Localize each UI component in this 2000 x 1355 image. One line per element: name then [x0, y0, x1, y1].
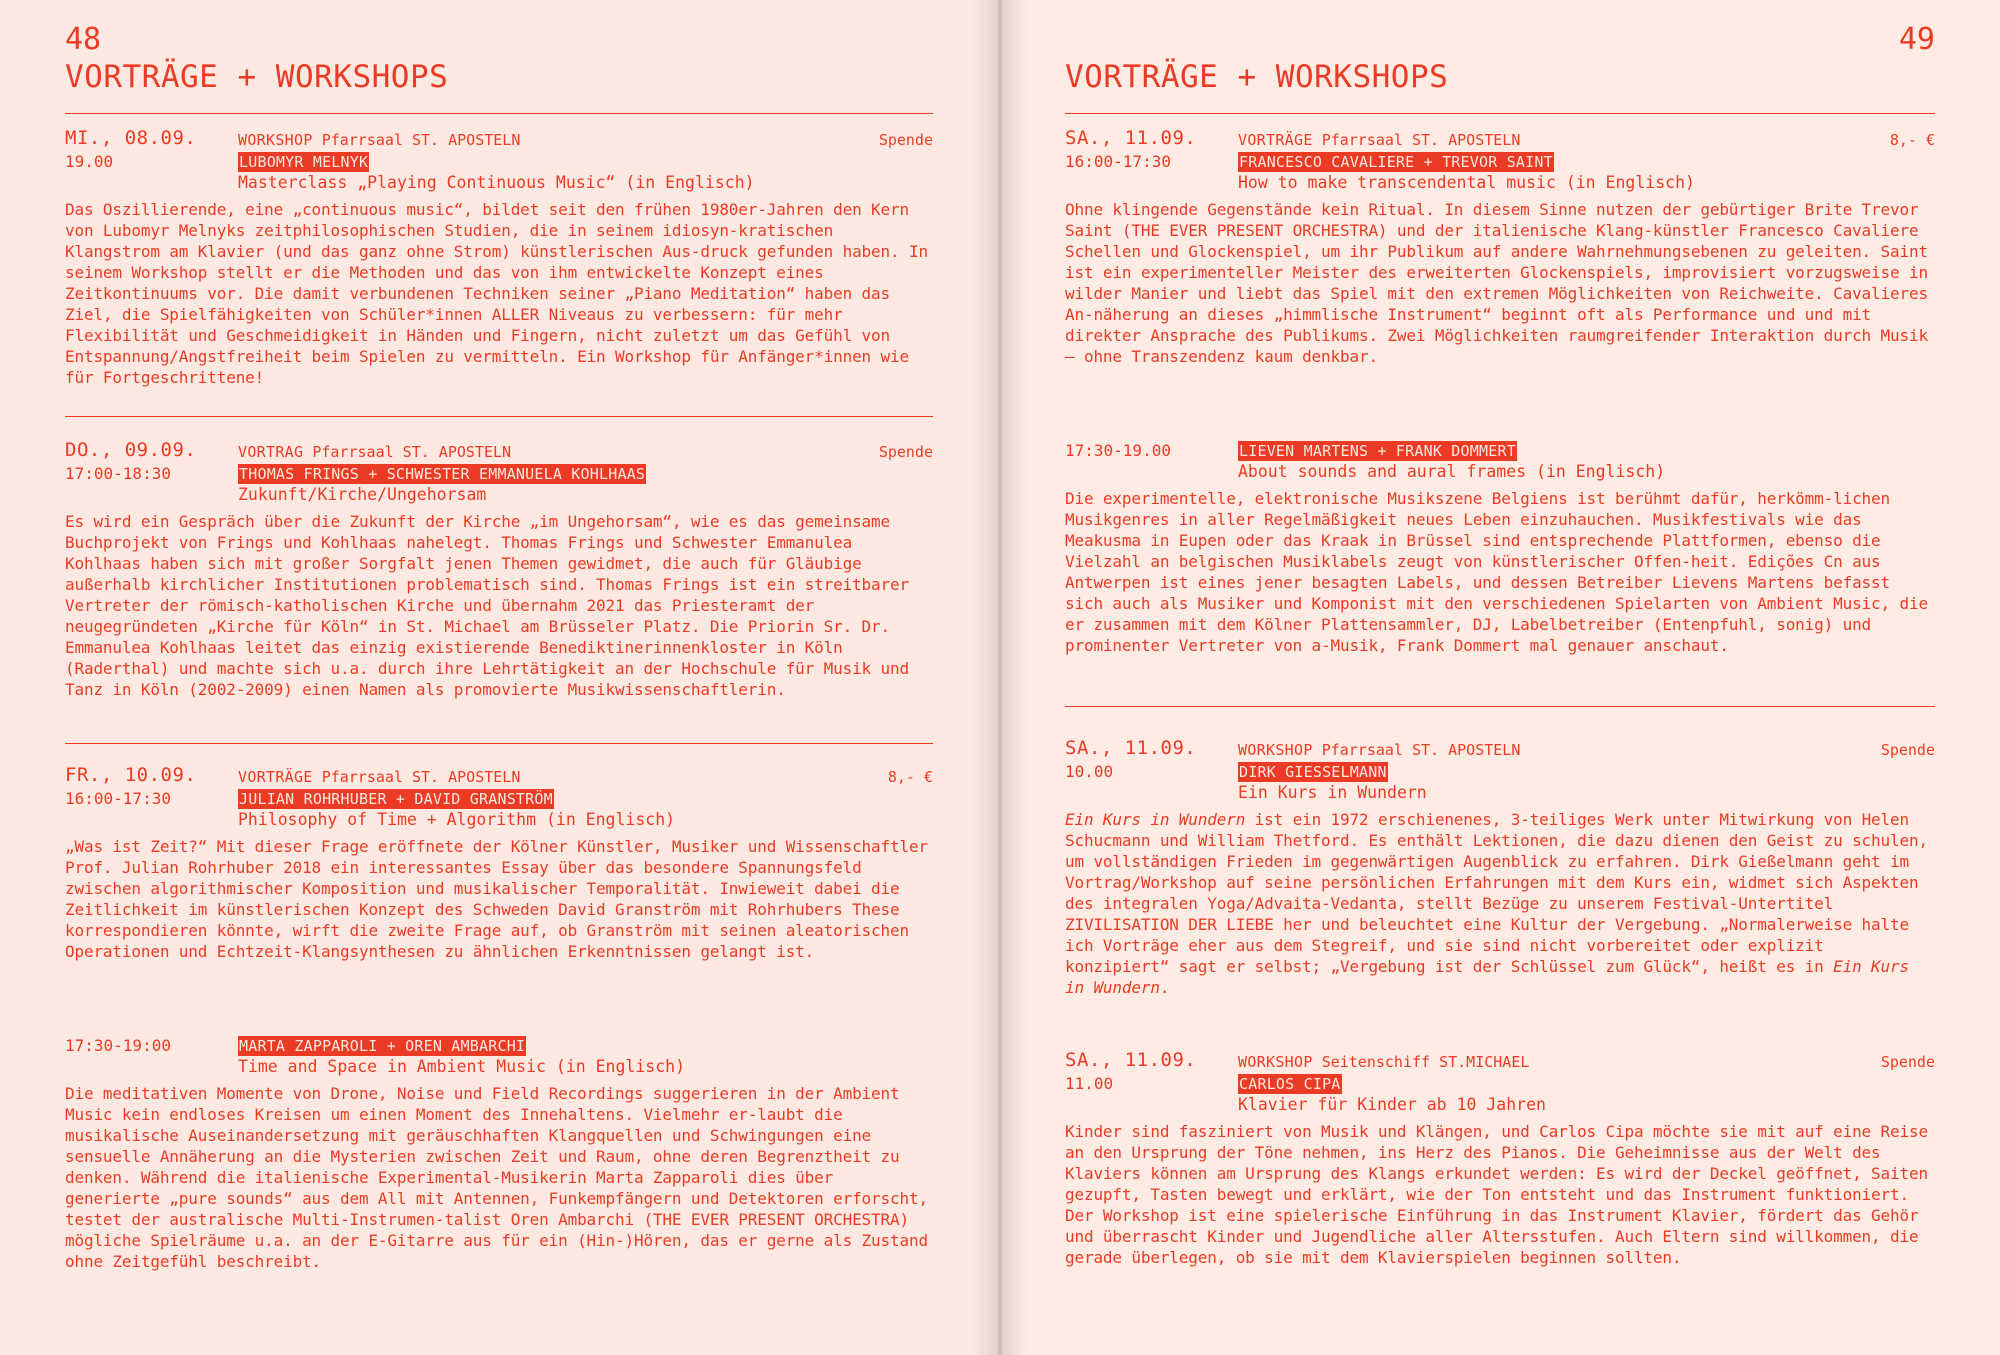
page-number: 49 — [1898, 22, 1935, 57]
event-entry — [65, 438, 933, 700]
event-time-row — [65, 789, 933, 809]
section-title: VORTRÄGE + WORKSHOPS — [65, 59, 449, 95]
divider — [1065, 113, 1935, 114]
event-description: Die meditativen Momente von Drone, Noise und Field Recordings suggerieren in der Ambient Music kein endloses Kreisen um einen Moment des Innehaltens. Vielmehr er-laubt die musikalische Auseinandersetzung mit geräuschhaften Klangquellen und Schwingungen eine sensuelle Annäherung an die Mysterien zwischen Zeit und Raum, ohne deren Begrenztheit zu denken. Während die italienische Experimental-Musikerin Marta Zapparoli dies über generierte „pure sounds“ aus dem All mit Antennen, Funkempfängern und Detektoren erforscht, testet der australische Multi-Instrumen-talist Oren Ambarchi (THE EVER PRESENT ORCHESTRA) mögliche Spielräume u.a. an der E-Gitarre aus für ein (Hin-)Hören, das er gerne als Zustand ohne Zeitgefühl beschreibt. — [65, 1084, 928, 1271]
description-text: ist ein 1972 erschienenes, 3-teiliges Werk unter Mitwirkung von Helen Schucmann und William Thetford. Es enthält Lektionen, die dazu dienen den Geist zu schulen, um vollständigen Frieden im gegenwärtigen Augenblick zu erfahren. Dirk Gießelmann geht im Vortrag/Workshop auf seine persönlichen Erfahrungen mit dem Kurs ein, widmet sich Aspekten des integralen Yoga/Advaita-Vedanta, stellt Bezüge zu unserem Festival-Untertitel ZIVILISATION DER LIEBE her und beleuchtet eine Kultur der Vergebung. „Normalerweise halte ich Vorträge eher aus dem Stegreif, und sie sind nicht vorbereitet oder explizit konzipiert“ sagt er selbst; „Vergebung ist der Schlüssel zum Glück“, heißt es in — [1065, 810, 1928, 976]
event-venue: Pfarrsaal ST. APOSTELN — [312, 443, 512, 461]
event-description: Es wird ein Gespräch über die Zukunft der Kirche „im Ungehorsam“, wie es das gemeinsame Buchprojekt von Frings und Kohlhaas nahelegt. Thomas Frings und Schwester Emmanulea Kohlhaas haben sich mit großer Sorgfalt jenen Themen gewidmet, die auch für Gläubige außerhalb kirchlicher Institutionen problematisch sind. Thomas Frings ist ein streitbarer Vertreter der römisch-katholischen Kirche und übernahm 2021 das Priesteramt der neugegründeten „Kirche für Köln“ in St. Michael am Brüsseler Platz. Die Priorin Sr. Dr. Emmanulea Kohlhaas leitet das einzig existierende Benediktinerinnenkloster in Köln (Raderthal) und machte sich u.a. durch ihre Lehrtätigkeit an der Hochschule für Musik und Tanz in Köln (2002-2009) einen Namen als promovierte Musikwissenschaftlerin. — [65, 512, 909, 699]
event-description: Kinder sind fasziniert von Musik und Klängen, und Carlos Cipa möchte sie mit auf eine Reise an den Ursprung der Töne nehmen, ins Herz des Pianos. Die Geheimnisse aus der Welt des Klaviers können am Ursprung des Klangs erkundet werden: Es wird der Deckel geöffnet, Saiten gezupft, Tasten bewegt und erklärt, wie der Ton entsteht und das Instrument funktioniert. Der Workshop ist eine spielerische Einführung in das Instrument Klavier, fördert das Gehör und überrascht Kinder und Jugendliche aller Altersstufen. Auch Eltern sind willkommen, die gerade überlegen, ob sie mit dem Klavierspielen beginnen sollten. — [1065, 1122, 1928, 1267]
event-header — [65, 438, 933, 464]
right-page — [1000, 0, 2000, 1355]
event-type-venue — [238, 130, 520, 150]
event-type-venue — [1238, 1052, 1529, 1072]
event-entry — [65, 126, 933, 388]
book-title: Ein Kurs in Wundern — [1065, 810, 1246, 829]
event-venue: Seitenschiff ST.MICHAEL — [1321, 1053, 1530, 1071]
divider — [65, 743, 933, 744]
divider — [1065, 706, 1935, 707]
event-venue: Pfarrsaal ST. APOSTELN — [1321, 741, 1521, 759]
event-date: DO., 09.09. — [65, 439, 197, 461]
event-time-row — [65, 464, 933, 484]
event-time-row — [65, 1036, 933, 1056]
event-time-row — [1065, 152, 1935, 172]
event-date: SA., 11.09. — [1065, 737, 1197, 759]
event-time: 16:00-17:30 — [65, 789, 171, 808]
event-description: „Was ist Zeit?“ Mit dieser Frage eröffnete der Kölner Künstler, Musiker und Wissenschaftler Prof. Julian Rohrhuber 2018 ein interessantes Essay über das besondere Spannungsfeld zwischen algorithmischer Komposition und musikalischer Temporalität. Inwieweit dabei die Zeitlichkeit im künstlerischen Konzept des Schweden David Granström mit Rohrhubers These korrespondieren könnte, wirft die zweite Frage auf, ob Granström mit seinen aleatorischen Operationen und Echtzeit-Klangsynthesen zu ähnlichen Erkenntnissen gelangt ist. — [65, 837, 928, 961]
event-time: 17:30-19.00 — [1065, 441, 1171, 460]
event-time: 17:00-18:30 — [65, 464, 171, 483]
event-type: WORKSHOP — [1238, 1053, 1313, 1071]
event-entry — [1065, 1048, 1935, 1268]
event-date: FR., 10.09. — [65, 764, 197, 786]
book-title: Ein Kurs in Wundern — [1065, 957, 1909, 997]
event-time: 19.00 — [65, 152, 114, 171]
event-artists: LUBOMYR MELNYK — [239, 153, 369, 171]
event-header — [1065, 126, 1935, 152]
event-type-venue — [238, 442, 511, 462]
event-price: 8,- € — [1889, 131, 1935, 149]
event-time: 11.00 — [1065, 1074, 1114, 1093]
event-time-row — [1065, 441, 1935, 461]
event-date: SA., 11.09. — [1065, 127, 1197, 149]
event-description: Die experimentelle, elektronische Musikszene Belgiens ist berühmt dafür, herkömm-lichen Musikgenres in aller Regelmäßigkeit neues Leben einzuhauchen. Musikfestivals wie das Meakusma in Eupen oder das Kraak in Brüssel sind entsprechende Plattformen, ebenso die Vielzahl an belgischen Musiklabels zeugt von künstlerischer Offen-heit. Edições Cn aus Antwerpen ist eines jener besagten Labels, und dessen Betreiber Lievens Martens befasst sich auch als Musiker und Komponist mit den verschiedenen Spielarten von Ambient Music, die er zusammen mit dem Kölner Plattensammler, DJ, Labelbetreiber (Entenpfuhl, sonig) und prominenter Vertreter von a-Musik, Frank Dommert mal genauer anschaut. — [1065, 489, 1928, 655]
event-entry — [1065, 441, 1935, 656]
event-header — [65, 763, 933, 789]
event-time-row — [1065, 762, 1935, 782]
event-venue: Pfarrsaal ST. APOSTELN — [321, 131, 521, 149]
event-header — [1065, 1048, 1935, 1074]
event-artists: MARTA ZAPPAROLI + OREN AMBARCHI — [239, 1037, 526, 1055]
event-type: VORTRÄGE — [1238, 131, 1313, 149]
event-type: VORTRAG — [238, 443, 304, 461]
event-description — [1065, 809, 1935, 998]
event-time: 17:30-19:00 — [65, 1036, 171, 1055]
divider — [65, 113, 933, 114]
event-artists: CARLOS CIPA — [1239, 1075, 1341, 1093]
event-entry — [65, 1036, 933, 1272]
event-time-row — [1065, 1074, 1935, 1094]
event-price: Spende — [878, 131, 933, 149]
event-price: Spende — [1880, 741, 1935, 759]
event-type-venue — [1238, 740, 1520, 760]
event-artists: JULIAN ROHRHUBER + DAVID GRANSTRÖM — [239, 790, 553, 808]
event-header — [65, 126, 933, 152]
event-header — [1065, 736, 1935, 762]
event-subtitle: Philosophy of Time + Algorithm (in Englisch) — [238, 810, 676, 829]
event-description: Das Oszillierende, eine „continuous music“, bildet seit den frühen 1980er-Jahren den Kern von Lubomyr Melnyks zeitphilosophischen Studien, die in seinem idiosyn-kratischen Klangstrom am Klavier (und das ganz ohne Strom) künstlerischen Aus-druck gefunden haben. In seinem Workshop stellt er die Methoden und das von ihm entwickelte Konzept eines Zeitkontinuums vor. Die damit verbundenen Techniken seiner „Piano Meditation“ haben das Ziel, die Spielfähigkeiten von Schüler*innen ALLER Niveaus zu verbessern: für mehr Flexibilität und Geschmeidigkeit in Händen und Fingern, nicht zuletzt um das Gefühl von Entspannung/Angstfreiheit beim Spielen zu vermitteln. Ein Workshop für Anfänger*innen wie für Fortgeschrittene! — [65, 200, 928, 387]
event-venue: Pfarrsaal ST. APOSTELN — [1321, 131, 1521, 149]
event-date: MI., 08.09. — [65, 127, 197, 149]
event-type-venue — [1238, 130, 1520, 150]
event-artists: DIRK GIESSELMANN — [1239, 763, 1387, 781]
event-subtitle: Time and Space in Ambient Music (in Englisch) — [238, 1057, 686, 1076]
page-number: 48 — [65, 22, 102, 57]
event-type: VORTRÄGE — [238, 768, 313, 786]
event-type: WORKSHOP — [238, 131, 313, 149]
event-price: 8,- € — [887, 768, 933, 786]
divider — [65, 416, 933, 417]
event-subtitle: Zukunft/Kirche/Ungehorsam — [238, 485, 487, 504]
event-entry — [1065, 126, 1935, 367]
event-description: Ohne klingende Gegenstände kein Ritual. In diesem Sinne nutzen der gebürtiger Brite Trevor Saint (THE EVER PRESENT ORCHESTRA) und der italienische Klang-künstler Francesco Cavaliere Schellen und Glockenspiel, um ihr Publikum auf andere Wahrnehmungsebenen zu geleiten. Saint ist ein experimenteller Meister des erweiterten Glockenspiels, improvisiert vorzugsweise in wilder Manier und liebt das Spiel mit den extremen Möglichkeiten von Reichweite. Cavalieres An-näherung an dieses „himmlische Instrument“ beginnt oft als Performance und und mit direkter Ansprache des Publikums. Zwei Möglichkeiten raumgreifender Interaktion durch Musik – ohne Transzendenz kaum denkbar. — [1065, 200, 1928, 366]
event-time: 10.00 — [1065, 762, 1114, 781]
event-subtitle: How to make transcendental music (in Englisch) — [1238, 173, 1695, 192]
event-artists: THOMAS FRINGS + SCHWESTER EMMANUELA KOHLHAAS — [239, 465, 646, 483]
event-subtitle: Klavier für Kinder ab 10 Jahren — [1238, 1095, 1546, 1114]
event-subtitle: Masterclass „Playing Continuous Music“ (in Englisch) — [238, 173, 755, 192]
event-price: Spende — [878, 443, 933, 461]
event-artists: FRANCESCO CAVALIERE + TREVOR SAINT — [1239, 153, 1553, 171]
event-entry — [1065, 736, 1935, 998]
event-price: Spende — [1880, 1053, 1935, 1071]
event-type-venue — [238, 767, 520, 787]
event-subtitle: Ein Kurs in Wundern — [1238, 783, 1427, 802]
event-venue: Pfarrsaal ST. APOSTELN — [321, 768, 521, 786]
event-entry — [65, 763, 933, 962]
event-artists: LIEVEN MARTENS + FRANK DOMMERT — [1239, 442, 1516, 460]
event-time-row — [65, 152, 933, 172]
section-title: VORTRÄGE + WORKSHOPS — [1065, 59, 1449, 95]
event-type: WORKSHOP — [1238, 741, 1313, 759]
event-time: 16:00-17:30 — [1065, 152, 1171, 171]
description-end: . — [1159, 978, 1170, 997]
event-subtitle: About sounds and aural frames (in Englisch) — [1238, 462, 1666, 481]
event-date: SA., 11.09. — [1065, 1049, 1197, 1071]
